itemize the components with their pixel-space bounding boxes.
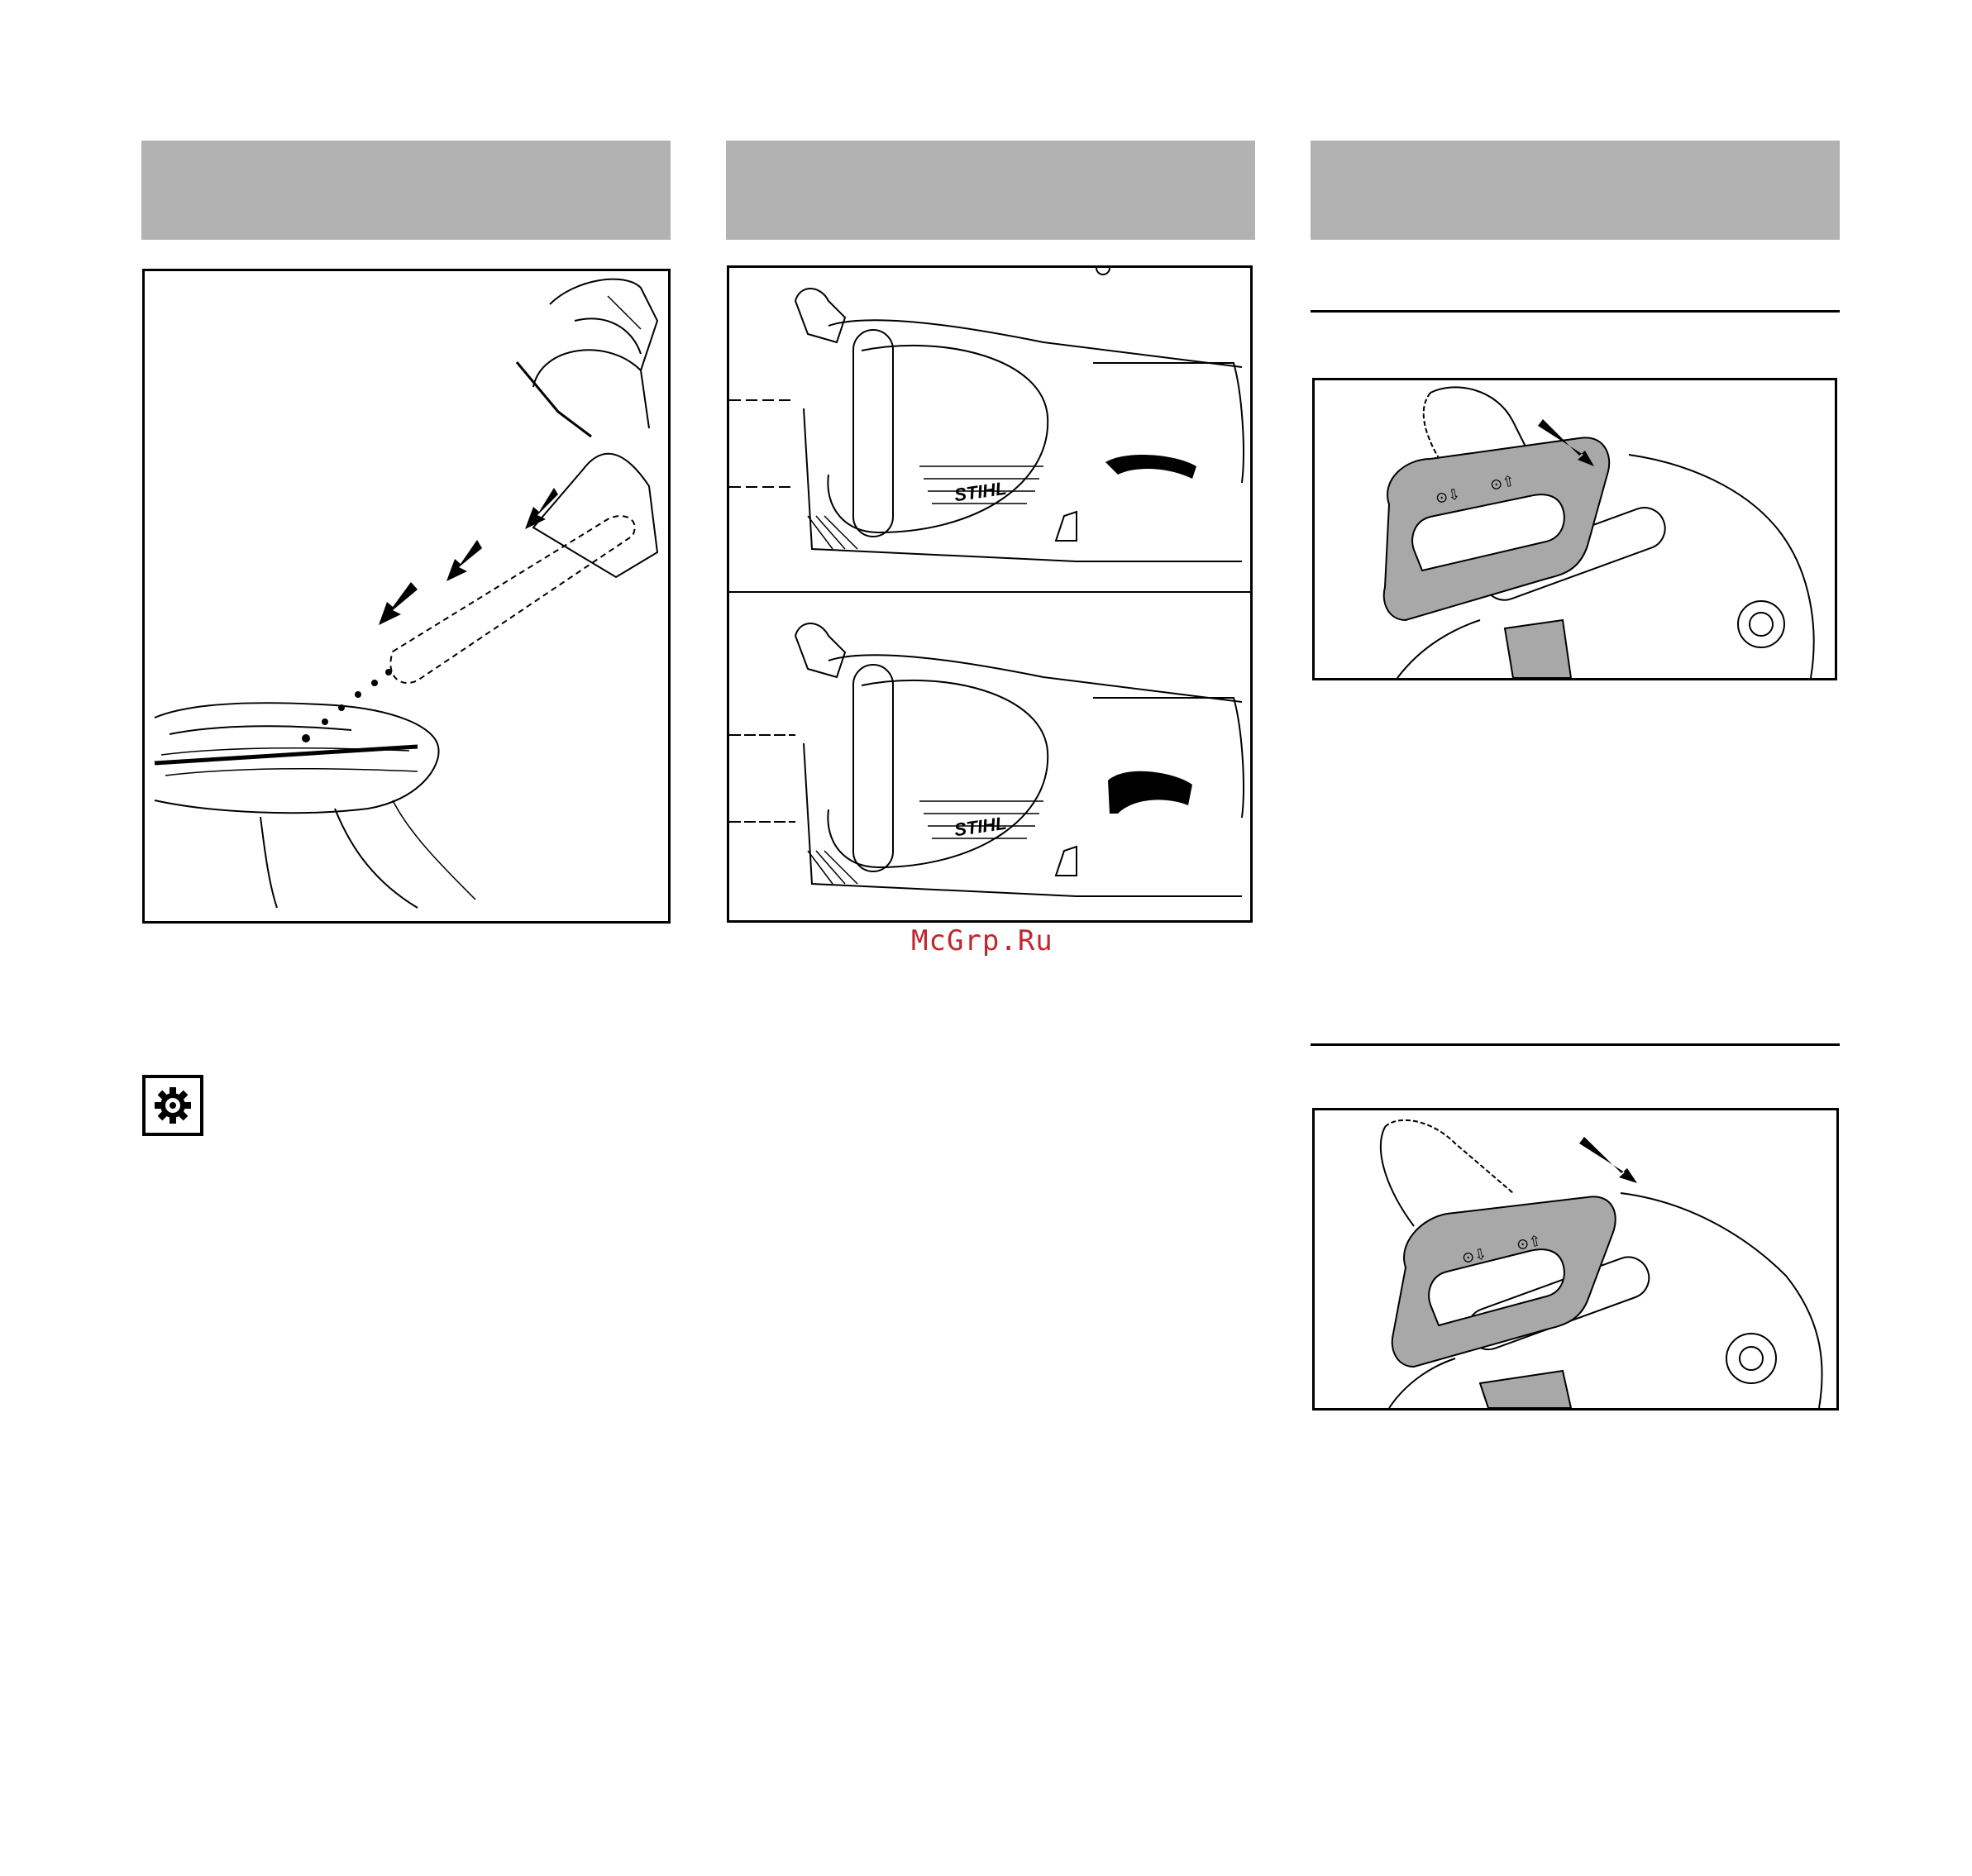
service-symbol <box>142 1075 203 1136</box>
top-saw-brand-label: STIHL <box>953 477 1008 506</box>
watermark: McGrp.Ru <box>911 924 1053 957</box>
brake-release-symbol-right: ⊙⇧ <box>1515 1232 1544 1254</box>
column-3-header-bar <box>1311 141 1840 240</box>
brake-engage-symbol-right: ⊙⇧ <box>1488 472 1517 494</box>
brake-engage-figure <box>1312 378 1837 680</box>
section-divider-2 <box>1311 1043 1840 1046</box>
column-2-header-bar <box>726 141 1255 240</box>
brake-release-figure <box>1312 1108 1839 1411</box>
bottom-saw-brand-label: STIHL <box>953 812 1008 841</box>
brake-release-symbol-left: ⊙⇩ <box>1460 1245 1489 1267</box>
brake-states-figure <box>727 265 1253 923</box>
section-divider-1 <box>1311 310 1840 313</box>
gear-icon <box>151 1084 194 1127</box>
column-1-header-bar <box>141 141 671 240</box>
brake-engage-symbol-left: ⊙⇩ <box>1434 485 1463 508</box>
chain-oil-figure <box>142 269 671 924</box>
